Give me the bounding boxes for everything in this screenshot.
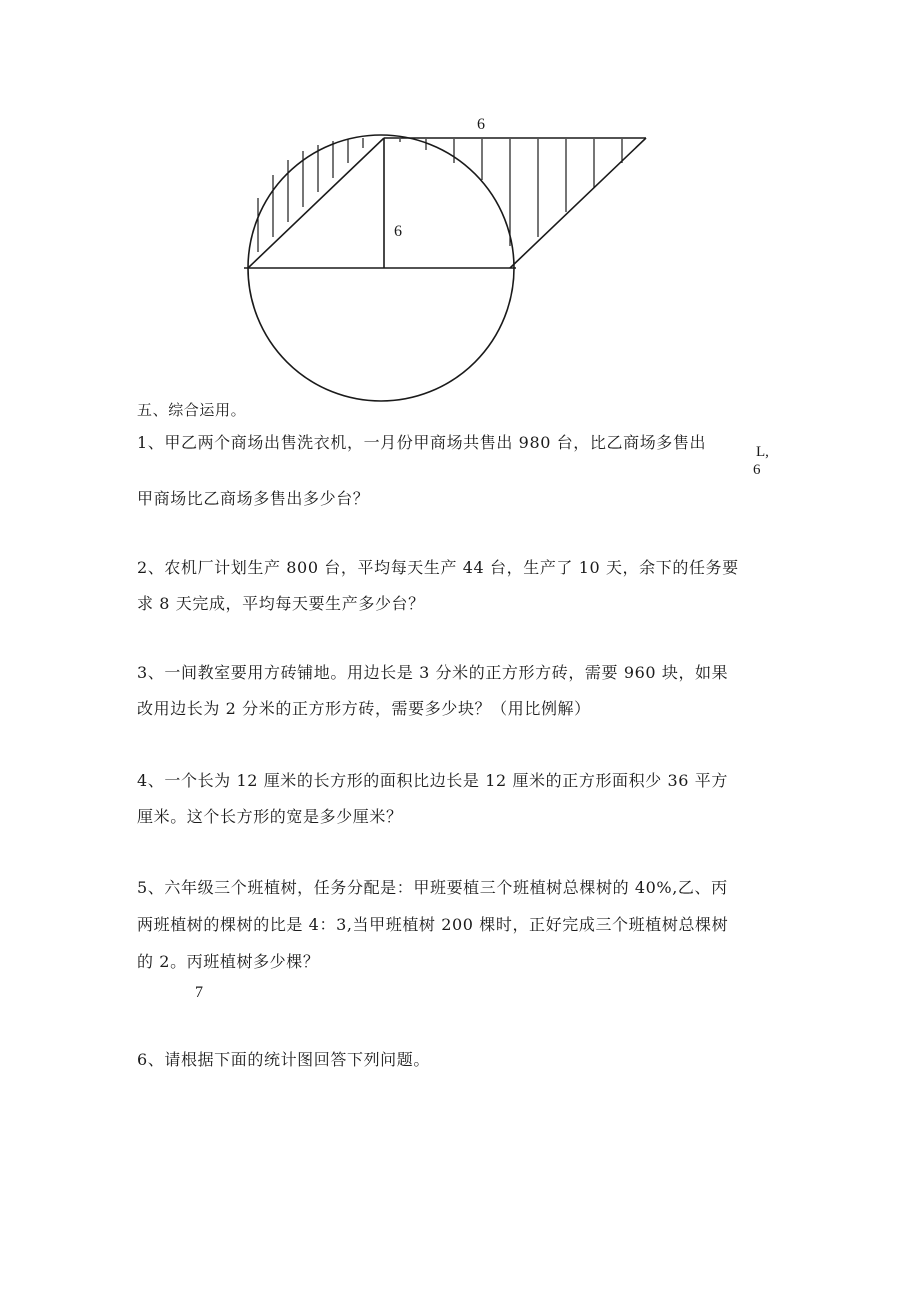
top-length-label: 6: [477, 116, 485, 133]
problem-5-line-1: 5、六年级三个班植树，任务分配是：甲班要植三个班植树总棵树的 40%,乙、丙: [137, 878, 728, 897]
problem-3-line-2: 改用边长为 2 分米的正方形方砖，需要多少块？（用比例解）: [137, 699, 591, 718]
problem-4-line-2: 厘米。这个长方形的宽是多少厘米？: [137, 807, 403, 826]
problem-1-line-1: 1、甲乙两个商场出售洗衣机，一月份甲商场共售出 980 台，比乙商场多售出: [137, 433, 707, 452]
problem-1-fraction-numerator: L,: [756, 444, 769, 460]
problem-1-fraction-denominator: 6: [753, 462, 761, 478]
section-title: 五、综合运用。: [137, 401, 247, 419]
height-label: 6: [394, 223, 402, 240]
slant-edge-line: [510, 138, 646, 268]
problem-5-line-2: 两班植树的棵树的比是 4：3,当甲班植树 200 棵时，正好完成三个班植树总棵树: [137, 915, 729, 934]
problem-5-fraction-denominator: 7: [195, 984, 203, 1001]
problem-3-line-1: 3、一间教室要用方砖铺地。用边长是 3 分米的正方形方砖，需要 960 块，如果: [137, 663, 729, 682]
problem-6-line-1: 6、请根据下面的统计图回答下列问题。: [137, 1050, 430, 1069]
problem-4-line-1: 4、一个长为 12 厘米的长方形的面积比边长是 12 厘米的正方形面积少 36 平方: [137, 771, 728, 790]
geometry-figure: [0, 0, 920, 410]
problem-1-line-2: 甲商场比乙商场多售出多少台？: [137, 489, 370, 508]
problem-2-line-1: 2、农机厂计划生产 800 台，平均每天生产 44 台，生产了 10 天，余下的任务要: [137, 558, 739, 577]
problem-2-line-2: 求 8 天完成，平均每天要生产多少台？: [137, 594, 425, 613]
problem-5-line-3: 的 2。丙班植树多少棵？: [137, 952, 320, 971]
left-chord-line: [248, 138, 384, 268]
